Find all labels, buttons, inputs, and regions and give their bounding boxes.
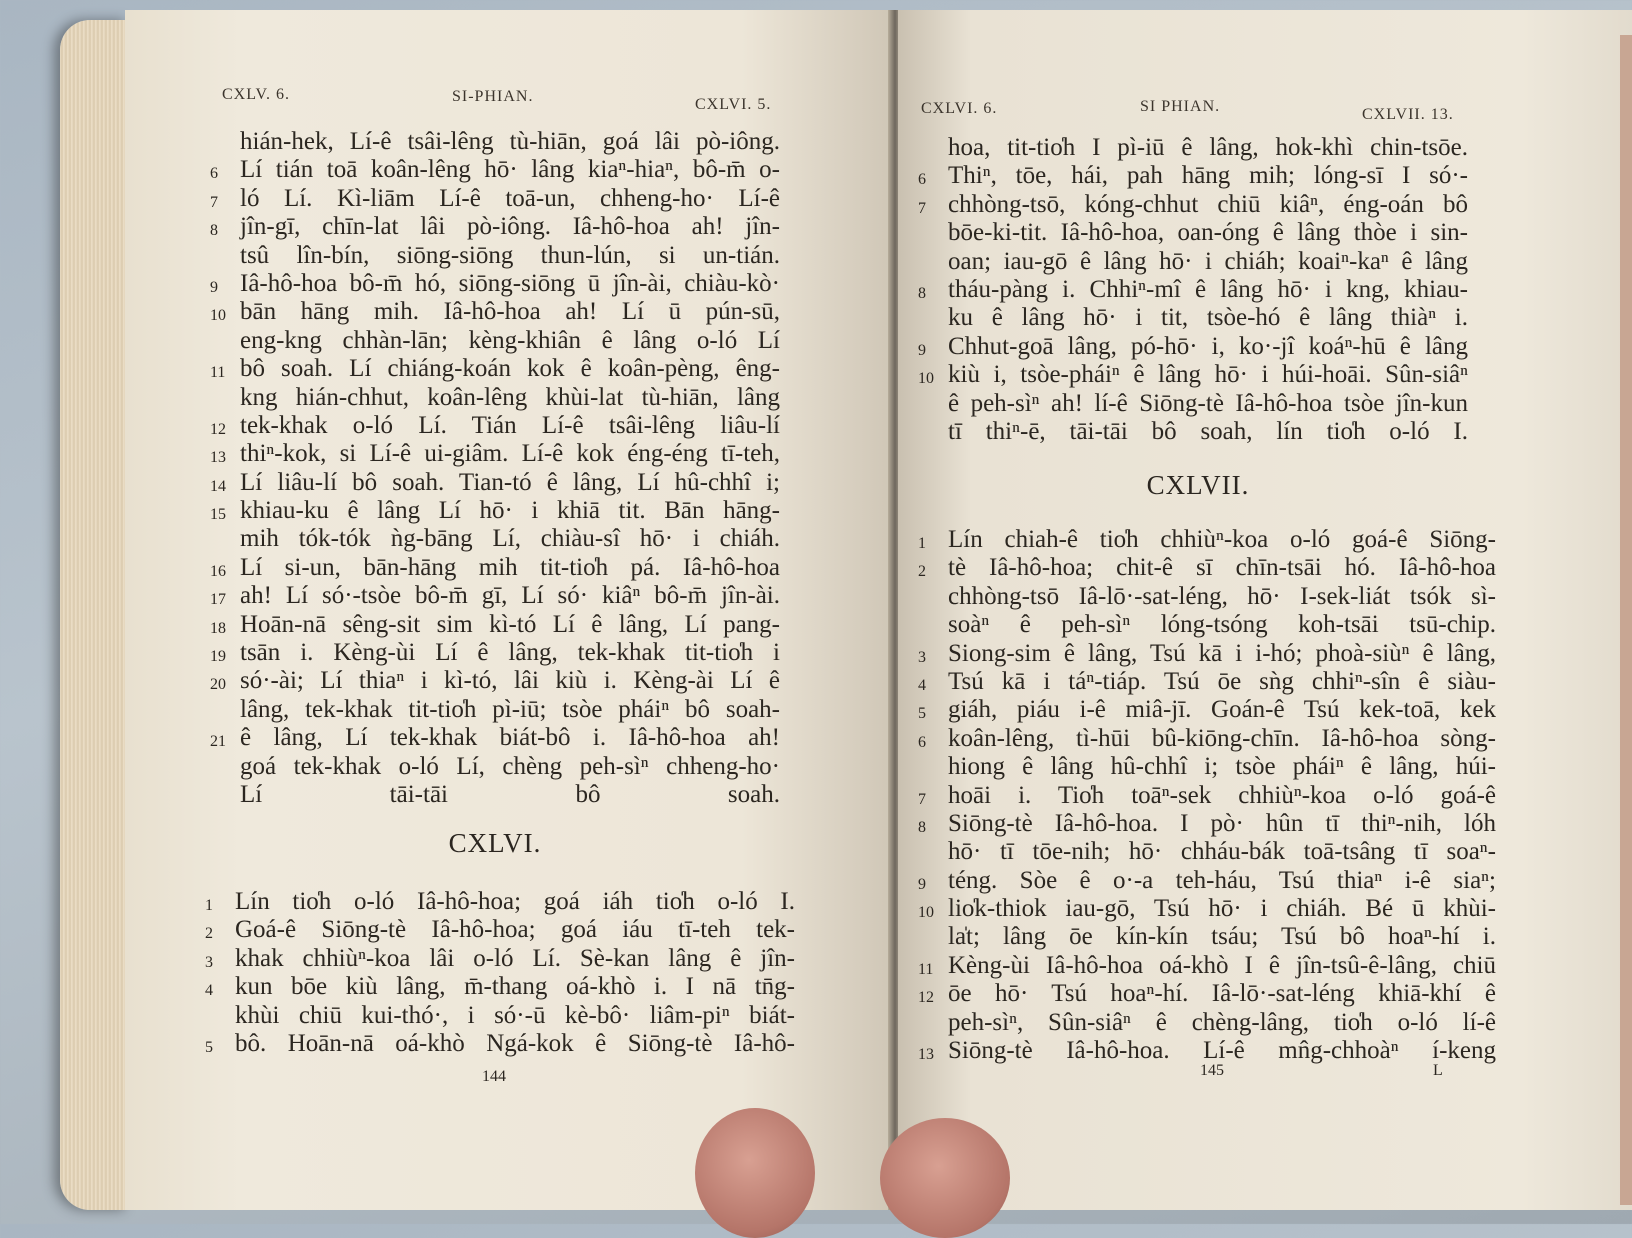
verse-line (240, 128, 780, 156)
verse-line (948, 304, 1468, 332)
verse-line (210, 497, 780, 525)
verse-text: Chhut-goā lâng, pó-hō· i, ko·-jî koáⁿ-hū ê lâng (948, 332, 1468, 360)
verse-text: tsû lîn-bín, siōng-siōng thun-lún, si un-tián. (240, 241, 780, 269)
verse-text: Lín tio̍h o-ló Iâ-hô-hoa; goá iáh tio̍h o-ló I. (235, 888, 795, 915)
verse-line (240, 242, 780, 270)
verse-line (948, 134, 1468, 162)
verse-line (210, 468, 780, 497)
verse-line (210, 724, 780, 752)
verse-text: Siong-sim ê lâng, Tsú kā i i-hó; phoà-siùⁿ ê lâng, (948, 639, 1496, 667)
psalm-heading: CXLVII. (1146, 470, 1250, 500)
verse-text: kun bōe kiù lâng, m̄-thang oá-khò i. I nā tn̄g- (235, 973, 795, 1001)
verse-text: oan; iau-gō ê lâng hō· i chiáh; koaiⁿ-kaⁿ ê lâng (948, 247, 1468, 275)
verse-number: 8 (918, 818, 926, 836)
verse-text: Goá-ê Siōng-tè Iâ-hô-hoa; goá iáu tī-teh tek- (235, 916, 795, 944)
verse-text: hoa, tit-tio̍h I pì-iū ê lâng, hok-khì chin-tsōe. (948, 134, 1468, 161)
verse-number: 3 (918, 648, 926, 666)
verse-line (918, 724, 1496, 753)
verse-line (240, 753, 780, 781)
running-head (125, 78, 895, 113)
verse-number: 7 (210, 193, 218, 211)
verse-line (210, 639, 780, 667)
right-page (898, 10, 1632, 1210)
verse-text: kng hián-chhut, koân-lêng khùi-lat tù-hiān, lâng (240, 383, 780, 411)
verse-number: 1 (205, 897, 213, 914)
verse-line (210, 213, 780, 241)
verse-line (918, 190, 1468, 219)
verse-text: bô soah. Lí chiáng-koán kok ê koân-pèng, êng- (240, 355, 780, 383)
verse-text: Lín chiah-ê tio̍h chhiùⁿ-koa o-ló goá-ê Siōng- (948, 526, 1496, 553)
verse-text: hiong ê lâng hû-chhî i; tsòe pháiⁿ ê lâng, húi- (948, 753, 1496, 781)
verse-text: Lí tián toā koân-lêng hō· lâng kiaⁿ-hiaⁿ, bô-m̄ o- (240, 156, 780, 184)
verse-line (918, 866, 1496, 895)
psalm-text-block (205, 888, 795, 1058)
verse-number: 14 (210, 477, 226, 495)
verse-text: bô. Hoān-nā oá-khò Ngá-kok ê Siōng-tè Iâ-hô- (235, 1029, 795, 1057)
verse-text: khiau-ku ê lâng Lí hō· i khiā tit. Bān hāng- (240, 497, 780, 525)
verse-line (948, 611, 1496, 639)
running-head-title: SI PHIAN. (1140, 98, 1221, 115)
verse-text: chhòng-tsō, kóng-chhut chiū kiâⁿ, éng-oán bô (948, 190, 1468, 218)
verse-number: 1 (918, 535, 926, 552)
verse-line (918, 951, 1496, 980)
verse-text: koân-lêng, tì-hūi bû-kiōng-chīn. Iâ-hô-hoa sòng- (948, 724, 1496, 752)
verse-number: 21 (210, 733, 226, 751)
verse-line (210, 553, 780, 582)
verse-line (948, 248, 1468, 276)
verse-number: 17 (210, 591, 226, 609)
verse-text: peh-sìⁿ, Sûn-siâⁿ ê chèng-lâng, tio̍h o-ló lí-ê (948, 1008, 1496, 1036)
verse-line (948, 418, 1468, 446)
verse-line (918, 361, 1468, 389)
verse-line (210, 411, 780, 440)
verse-text: tī thiⁿ-ē, tāi-tāi bô soah, lín tio̍h o-ló I. (948, 417, 1468, 445)
running-head-title: SI-PHIAN. (452, 88, 534, 105)
verse-text: soàⁿ ê peh-sìⁿ lóng-tsóng koh-tsāi tsū-chip. (948, 611, 1496, 639)
verse-line (918, 526, 1496, 554)
verse-line (210, 184, 780, 213)
verse-line (205, 916, 795, 944)
verse-line (948, 219, 1468, 247)
verse-text: Lí si-un, bān-hāng mih tit-tio̍h pá. Iâ-hô-hoa (240, 553, 780, 581)
verse-line (918, 696, 1496, 724)
verse-line (948, 838, 1496, 866)
verse-text: giáh, piáu i-ê miâ-jī. Goán-ê Tsú kek-toā, kek (948, 696, 1496, 724)
verse-number: 2 (205, 925, 213, 943)
verse-line (948, 390, 1468, 418)
verse-text: hō· tī tōe-nih; hō· chháu-bák toā-tsâng tī soaⁿ- (948, 838, 1496, 866)
psalm-text-block (918, 134, 1468, 446)
verse-text: ku ê lâng hō· i tit, tsòe-hó ê lâng thiàⁿ i. (948, 304, 1468, 332)
signature-mark: L (1433, 1062, 1443, 1079)
verse-line (918, 809, 1496, 838)
verse-text: Kèng-ùi Iâ-hô-hoa oá-khò I ê jîn-tsû-ê-lâng, chiū (948, 951, 1496, 979)
verse-text: thiⁿ-kok, si Lí-ê ui-giâm. Lí-ê kok éng-éng tī-teh, (240, 440, 780, 468)
verse-text: téng. Sòe ê o·-a teh-háu, Tsú thiaⁿ i-ê siaⁿ; (948, 866, 1496, 894)
verse-number: 9 (918, 875, 926, 893)
verse-text: tè Iâ-hô-hoa; chit-ê sī chīn-tsāi hó. Iâ-hô-hoa (948, 554, 1496, 582)
psalm-text-block (210, 128, 780, 809)
verse-text: ê lâng, Lí tek-khak biát-bô i. Iâ-hô-hoa ah! (240, 724, 780, 752)
running-head-left: CXLV. 6. (222, 86, 291, 103)
verse-line (240, 696, 780, 724)
verse-text: khak chhiùⁿ-koa lâi o-ló Lí. Sè-kan lâng ê jîn- (235, 944, 795, 972)
verse-text: lâng, tek-khak tit-tio̍h pì-iū; tsòe pháiⁿ bô soah- (240, 695, 780, 723)
verse-text: Siōng-tè Iâ-hô-hoa. I pò· hûn tī thiⁿ-nih, lóh (948, 809, 1496, 837)
verse-number: 8 (210, 222, 218, 240)
verse-line (918, 895, 1496, 923)
verse-text: eng-kng chhàn-lān; kèng-khiân ê lâng o-ló Lí (240, 326, 780, 354)
verse-line (210, 667, 780, 695)
open-book (30, 0, 1632, 1224)
verse-line (205, 888, 795, 916)
verse-number: 5 (918, 705, 926, 723)
verse-number: 18 (210, 619, 226, 637)
verse-number: 10 (918, 370, 934, 388)
verse-text: hián-hek, Lí-ê tsâi-lêng tù-hiān, goá lâi pò-iông. (240, 128, 780, 155)
verse-text: ló Lí. Kì-liām Lí-ê toā-un, chheng-ho· Lí-ê (240, 184, 780, 212)
verse-number: 15 (210, 506, 226, 524)
verse-line (210, 440, 780, 468)
verse-line (918, 667, 1496, 696)
psalm-text-block (918, 526, 1496, 1065)
verse-number: 8 (918, 284, 926, 302)
running-head-right: CXLVI. 5. (695, 96, 772, 113)
verse-text: Lí liâu-lí bô soah. Tian-tó ê lâng, Lí hû-chhî i; (240, 468, 780, 496)
verse-number: 10 (210, 307, 226, 325)
verse-line (205, 973, 795, 1001)
verse-line (918, 639, 1496, 668)
verse-line (210, 582, 780, 610)
verse-text: só·-ài; Lí thiaⁿ i kì-tó, lâi kiù i. Kèng-ài Lí ê (240, 667, 780, 695)
verse-text: ah! Lí só·-tsòe bô-m̄ gī, Lí só· kiâⁿ bô-m̄ jîn-ài. (240, 582, 780, 610)
verse-text: jîn-gī, chīn-lat lâi pò-iông. Iâ-hô-hoa ah! jîn- (240, 213, 780, 241)
verse-line (210, 610, 780, 639)
verse-line (918, 980, 1496, 1008)
verse-number: 4 (918, 676, 926, 694)
verse-number: 9 (918, 341, 926, 359)
verse-text: Hoān-nā sêng-sit sim kì-tó Lí ê lâng, Lí pang- (240, 610, 780, 638)
verse-number: 7 (918, 790, 926, 808)
verse-line (948, 753, 1496, 781)
verse-text: goá tek-khak o-ló Lí, chèng peh-sìⁿ chheng-ho· (240, 752, 780, 780)
verse-text: khùi chiū kui-thó·, i só·-ū kè-bô· liâm-piⁿ biát- (235, 1001, 795, 1029)
verse-number: 4 (205, 982, 213, 1000)
verse-number: 6 (210, 165, 218, 183)
verse-line (210, 156, 780, 184)
verse-line (210, 355, 780, 383)
book-cover-edge (1620, 35, 1632, 1205)
page-number: 144 (482, 1068, 506, 1085)
verse-text: tek-khak o-ló Lí. Tián Lí-ê tsâi-lêng liâu-lí (240, 411, 780, 439)
verse-number: 12 (918, 989, 934, 1007)
left-page (125, 10, 895, 1210)
verse-number: 11 (918, 960, 934, 978)
verse-text: mih tók-tók ǹg-bāng Lí, chiàu-sî hō· i chiáh. (240, 525, 780, 553)
page-number: 145 (1200, 1062, 1224, 1079)
verse-line (948, 923, 1496, 951)
verse-text: Tsú kā i táⁿ-tiáp. Tsú ōe sǹg chhiⁿ-sîn ê siàu- (948, 667, 1496, 695)
verse-text: tsān i. Kèng-ùi Lí ê lâng, tek-khak tit-tio̍h i (240, 639, 780, 667)
verse-line (918, 162, 1468, 190)
verse-text: lio̍k-thiok iau-gō, Tsú hō· i chiáh. Bé ū khùi- (948, 895, 1496, 923)
verse-number: 16 (210, 562, 226, 580)
thumb (880, 1118, 1010, 1238)
psalm-heading: CXLVI. (448, 828, 542, 858)
verse-number: 5 (205, 1038, 213, 1056)
verse-line (205, 944, 795, 973)
verse-line (948, 583, 1496, 611)
verse-line (240, 384, 780, 412)
running-head-right: CXLVII. 13. (1362, 106, 1454, 123)
verse-text: bōe-ki-tit. Iâ-hô-hoa, oan-óng ê lâng thòe i sin- (948, 219, 1468, 247)
verse-number: 13 (918, 1046, 934, 1064)
verse-line (235, 1002, 795, 1030)
verse-number: 2 (918, 563, 926, 581)
verse-number: 6 (918, 171, 926, 189)
verse-line (918, 332, 1468, 361)
verse-number: 13 (210, 449, 226, 467)
verse-text: Iâ-hô-hoa bô-m̄ hó, siōng-siōng ū jîn-ài, chiàu-kò· (240, 269, 780, 297)
verse-number: 6 (918, 733, 926, 751)
verse-text: tháu-pàng i. Chhiⁿ-mî ê lâng hō· i kng, khiau- (948, 275, 1468, 303)
verse-number: 20 (210, 676, 226, 694)
verse-number: 19 (210, 648, 226, 666)
verse-line (918, 554, 1496, 582)
verse-number: 7 (918, 199, 926, 217)
verse-line (240, 781, 780, 809)
verse-line (205, 1029, 795, 1058)
verse-number: 9 (210, 278, 218, 296)
running-head (898, 78, 1632, 123)
verse-line (918, 781, 1496, 810)
verse-text: la̍t; lâng ōe kín-kín tsáu; Tsú bô hoaⁿ-hí i. (948, 923, 1496, 951)
verse-text: chhòng-tsō Iâ-lō·-sat-léng, hō· I-sek-liát tsók sì- (948, 582, 1496, 610)
verse-line (240, 327, 780, 355)
verse-number: 11 (210, 364, 226, 382)
verse-text: Siōng-tè Iâ-hô-hoa. Lí-ê mn̂g-chhoàⁿ í-keng (948, 1037, 1496, 1065)
verse-line (240, 525, 780, 553)
verse-number: 12 (210, 420, 226, 438)
verse-text: Thiⁿ, tōe, hái, pah hāng mih; lóng-sī I só·- (948, 162, 1468, 190)
verse-line (210, 298, 780, 326)
verse-text: Lí tāi-tāi bô soah. (240, 780, 780, 808)
running-head-left: CXLVI. 6. (921, 100, 998, 117)
verse-line (210, 269, 780, 298)
verse-line (918, 275, 1468, 304)
verse-number: 3 (205, 953, 213, 971)
thumb (695, 1108, 815, 1238)
verse-line (948, 1009, 1496, 1037)
verse-text: ê peh-sìⁿ ah! lí-ê Siōng-tè Iâ-hô-hoa tsòe jîn-kun (948, 389, 1468, 417)
page-edges (60, 20, 130, 1210)
verse-text: bān hāng mih. Iâ-hô-hoa ah! Lí ū pún-sū, (240, 298, 780, 326)
verse-number: 10 (918, 904, 934, 922)
verse-text: ōe hō· Tsú hoaⁿ-hí. Iâ-lō·-sat-léng khiā-khí ê (948, 980, 1496, 1008)
verse-text: kiù i, tsòe-pháiⁿ ê lâng hō· i húi-hoāi. Sûn-siâⁿ (948, 361, 1468, 389)
verse-text: hoāi i. Tio̍h toāⁿ-sek chhiùⁿ-koa o-ló goá-ê (948, 781, 1496, 809)
